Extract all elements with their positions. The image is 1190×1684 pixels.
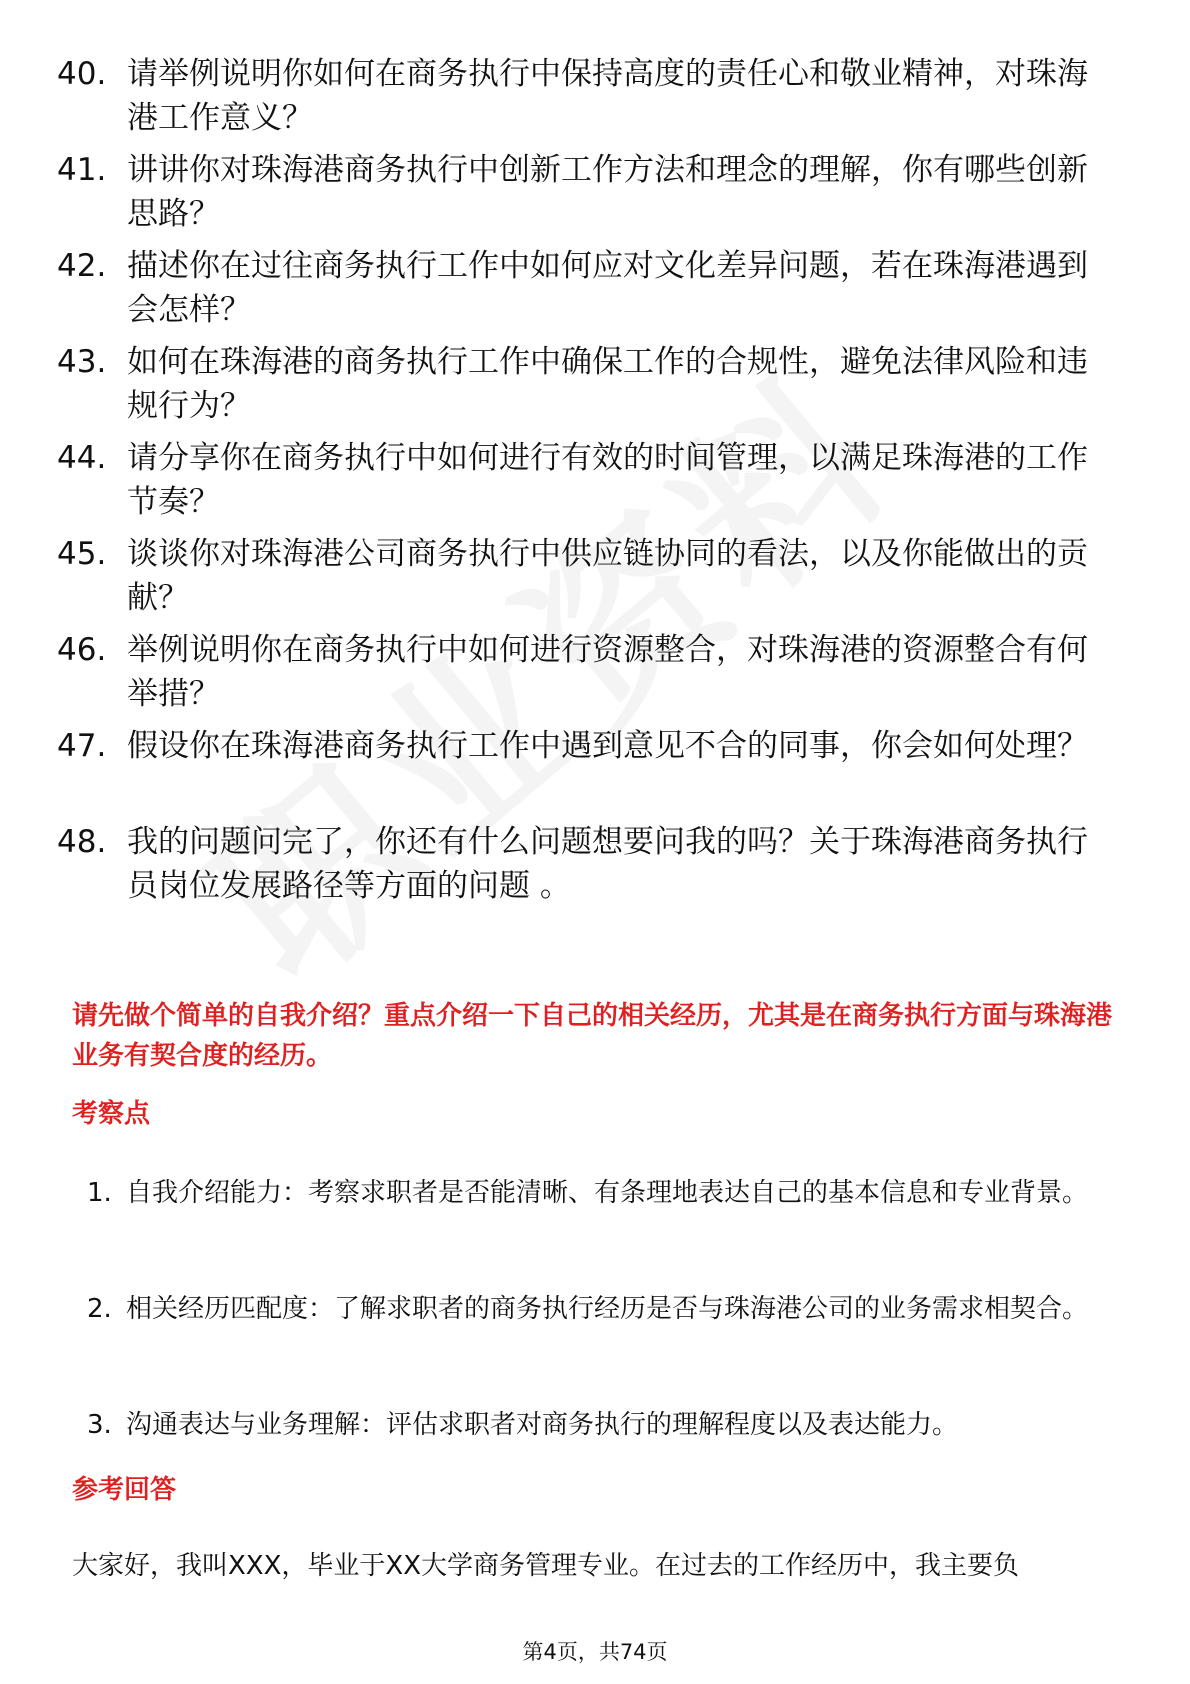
question-item (57, 820, 1117, 908)
point-item (72, 1165, 1122, 1222)
point-item (72, 1397, 1122, 1454)
answer-text: 大家好，我叫XXX，毕业于XX大学商务管理专业。在过去的工作经历中，我主要负 (72, 1551, 1020, 1581)
answer-heading: 参考回答 (72, 1475, 177, 1505)
point-number: 2. (87, 1294, 112, 1324)
question-number: 47. (57, 728, 107, 764)
main-question: 请先做个简单的自我介绍？重点介绍一下自己的相关经历，尤其是在商务执行方面与珠海港业务有契合度的经历。 (72, 1001, 1113, 1071)
point-item (72, 1281, 1122, 1338)
question-text: 举例说明你在商务执行中如何进行资源整合，对珠海港的资源整合有何举措？ (127, 632, 1088, 712)
question-item (57, 532, 1117, 620)
question-text: 请分享你在商务执行中如何进行有效的时间管理，以满足珠海港的工作节奏？ (127, 440, 1088, 520)
question-text: 如何在珠海港的商务执行工作中确保工作的合规性，避免法律风险和违规行为？ (127, 344, 1088, 424)
question-text: 描述你在过往商务执行工作中如何应对文化差异问题，若在珠海港遇到会怎样？ (127, 248, 1088, 328)
points-heading: 考察点 (72, 1099, 151, 1129)
question-number: 43. (57, 344, 107, 380)
question-text: 请举例说明你如何在商务执行中保持高度的责任心和敬业精神，对珠海港工作意义？ (127, 56, 1088, 136)
question-item (57, 340, 1117, 428)
question-item (57, 436, 1117, 524)
question-number: 45. (57, 536, 107, 572)
question-number: 48. (57, 824, 107, 860)
question-item (57, 628, 1117, 716)
point-number: 1. (87, 1178, 112, 1208)
question-item (57, 148, 1117, 236)
question-text: 假设你在珠海港商务执行工作中遇到意见不合的同事，你会如何处理？ (127, 728, 1088, 764)
point-text: 相关经历匹配度：了解求职者的商务执行经历是否与珠海港公司的业务需求相契合。 (126, 1294, 1089, 1324)
question-item (57, 724, 1117, 768)
question-number: 44. (57, 440, 107, 476)
question-text: 讲讲你对珠海港商务执行中创新工作方法和理念的理解，你有哪些创新思路？ (127, 152, 1088, 232)
question-text: 谈谈你对珠海港公司商务执行中供应链协同的看法，以及你能做出的贡献？ (127, 536, 1088, 616)
question-number: 42. (57, 248, 107, 284)
question-number: 41. (57, 152, 107, 188)
question-number: 40. (57, 56, 107, 92)
point-number: 3. (87, 1410, 112, 1440)
question-number: 46. (57, 632, 107, 668)
page-footer: 第4页，共74页 (522, 1640, 668, 1664)
question-item (57, 52, 1117, 140)
question-text: 我的问题问完了，你还有什么问题想要问我的吗？关于珠海港商务执行员岗位发展路径等方面的问题 。 (127, 824, 1088, 904)
point-text: 自我介绍能力：考察求职者是否能清晰、有条理地表达自己的基本信息和专业背景。 (126, 1178, 1089, 1208)
question-item (57, 244, 1117, 332)
point-text: 沟通表达与业务理解：评估求职者对商务执行的理解程度以及表达能力。 (126, 1410, 959, 1440)
